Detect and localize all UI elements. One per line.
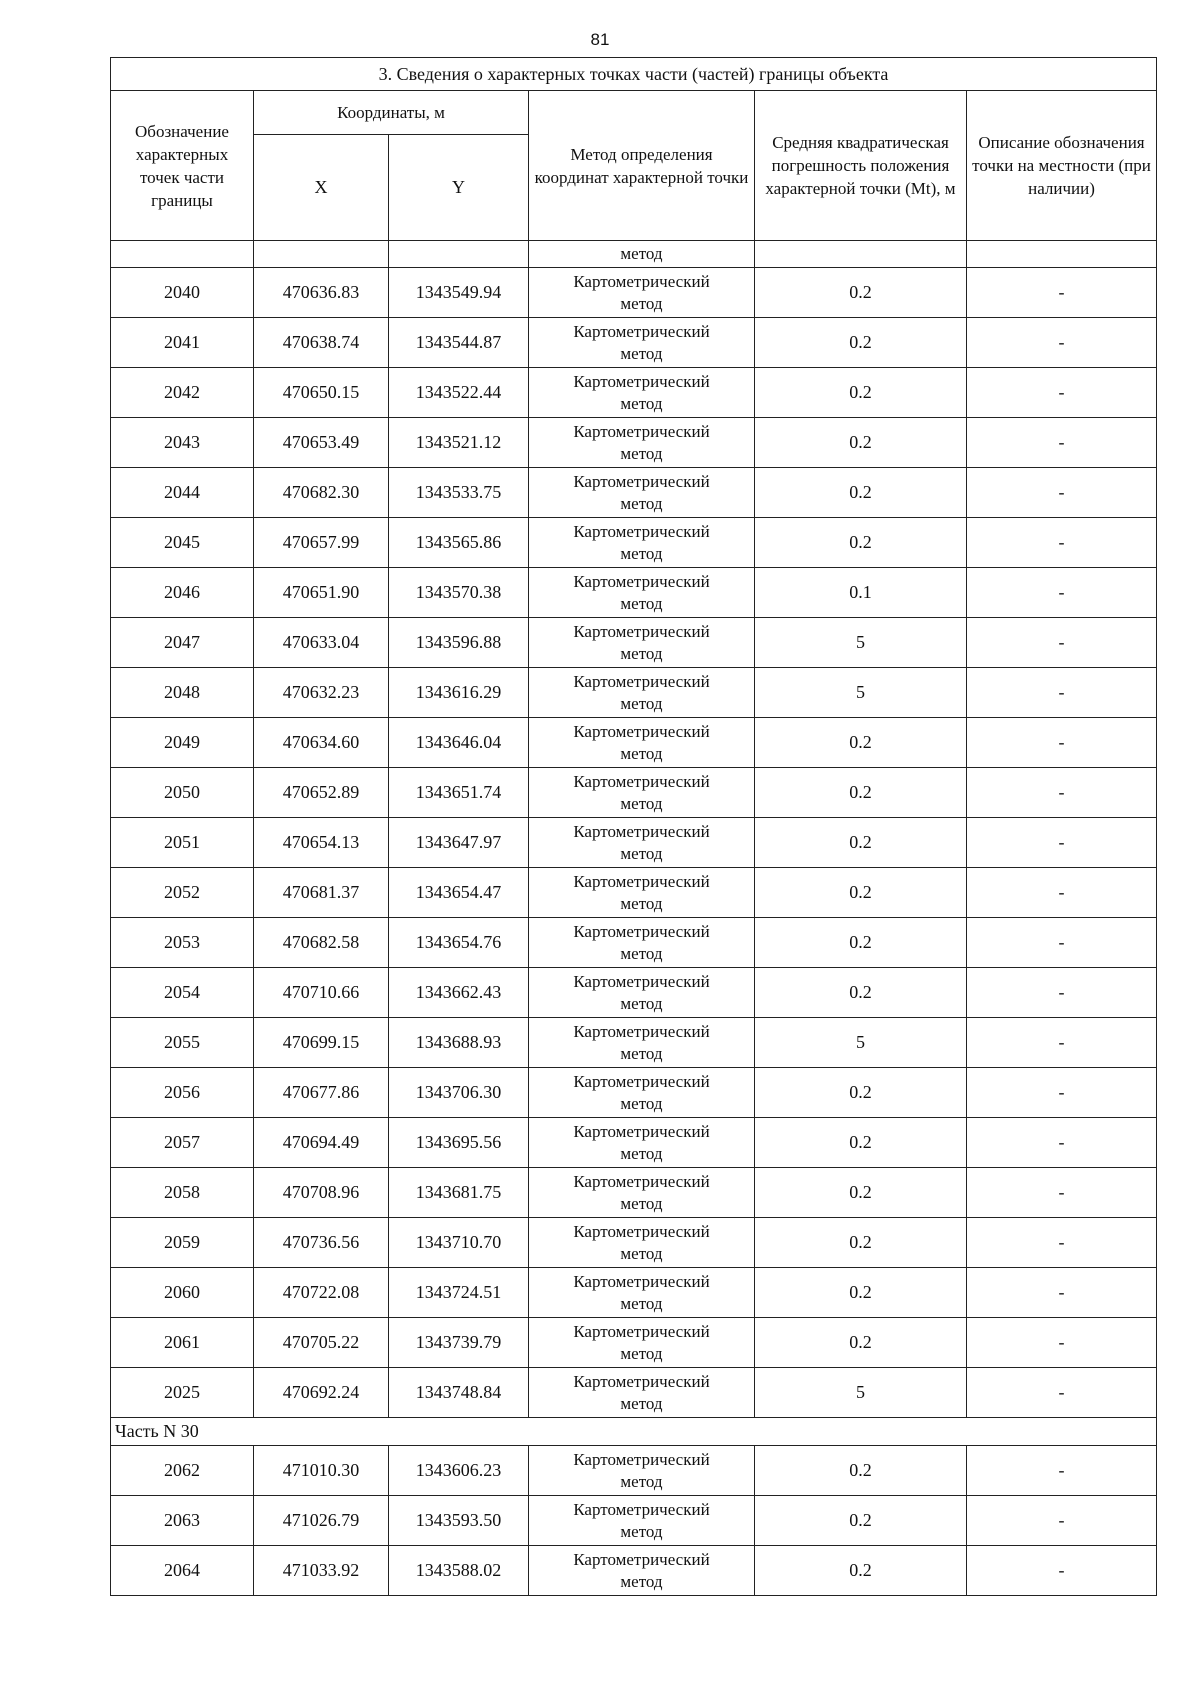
table-row bbox=[111, 1446, 1157, 1496]
accuracy-cell: 0.1 bbox=[755, 568, 967, 618]
point-id-cell: 2063 bbox=[111, 1496, 254, 1546]
method-line: Картометрический bbox=[573, 1121, 710, 1141]
method-line: метод bbox=[620, 1193, 663, 1213]
method-line: Картометрический bbox=[573, 1371, 710, 1391]
method-cell bbox=[529, 718, 755, 768]
description-cell: - bbox=[967, 418, 1157, 468]
description-cell: - bbox=[967, 1496, 1157, 1546]
method-cell bbox=[529, 1168, 755, 1218]
method-line: Картометрический bbox=[573, 671, 710, 691]
table-row bbox=[111, 268, 1157, 318]
method-line: метод bbox=[620, 843, 663, 863]
accuracy-cell: 5 bbox=[755, 1018, 967, 1068]
method-line: Картометрический bbox=[573, 471, 710, 491]
point-id-cell: 2049 bbox=[111, 718, 254, 768]
table-row bbox=[111, 968, 1157, 1018]
y-coordinate-cell: 1343565.86 bbox=[389, 518, 529, 568]
point-id-cell: 2057 bbox=[111, 1118, 254, 1168]
y-coordinate-cell: 1343549.94 bbox=[389, 268, 529, 318]
y-coordinate-cell: 1343695.56 bbox=[389, 1118, 529, 1168]
description-cell: - bbox=[967, 1268, 1157, 1318]
method-cell bbox=[529, 768, 755, 818]
x-coordinate-cell: 470699.15 bbox=[254, 1018, 389, 1068]
method-cell bbox=[529, 1218, 755, 1268]
table-row bbox=[111, 918, 1157, 968]
description-cell: - bbox=[967, 1368, 1157, 1418]
point-id-cell: 2042 bbox=[111, 368, 254, 418]
method-cell bbox=[529, 1368, 755, 1418]
section-title: 3. Сведения о характерных точках части (частей) границы объекта bbox=[111, 58, 1157, 91]
x-coordinate-cell: 470682.30 bbox=[254, 468, 389, 518]
method-line: метод bbox=[620, 1471, 663, 1491]
header-description: Описание обозначения точки на местности (при наличии) bbox=[967, 91, 1157, 241]
description-cell: - bbox=[967, 268, 1157, 318]
description-cell: - bbox=[967, 1446, 1157, 1496]
y-coordinate-cell: 1343522.44 bbox=[389, 368, 529, 418]
table-row bbox=[111, 818, 1157, 868]
y-coordinate-cell: 1343570.38 bbox=[389, 568, 529, 618]
method-line: Картометрический bbox=[573, 1221, 710, 1241]
y-coordinate-cell: 1343654.76 bbox=[389, 918, 529, 968]
method-line: Картометрический bbox=[573, 821, 710, 841]
part-label: Часть N 30 bbox=[111, 1418, 1157, 1446]
point-id-cell: 2054 bbox=[111, 968, 254, 1018]
table-row bbox=[111, 1368, 1157, 1418]
x-coordinate-cell: 470650.15 bbox=[254, 368, 389, 418]
accuracy-cell: 0.2 bbox=[755, 368, 967, 418]
point-id-cell: 2062 bbox=[111, 1446, 254, 1496]
y-coordinate-cell: 1343651.74 bbox=[389, 768, 529, 818]
accuracy-cell: 0.2 bbox=[755, 718, 967, 768]
table-row bbox=[111, 518, 1157, 568]
method-line: Картометрический bbox=[573, 321, 710, 341]
accuracy-cell: 0.2 bbox=[755, 1446, 967, 1496]
method-line: Картометрический bbox=[573, 921, 710, 941]
point-id-cell: 2040 bbox=[111, 268, 254, 318]
accuracy-cell: 0.2 bbox=[755, 518, 967, 568]
point-id-cell: 2053 bbox=[111, 918, 254, 968]
y-coordinate-cell: 1343688.93 bbox=[389, 1018, 529, 1068]
method-line: метод bbox=[620, 1243, 663, 1263]
table-row bbox=[111, 668, 1157, 718]
method-line: Картометрический bbox=[573, 271, 710, 291]
x-coordinate-cell: 470692.24 bbox=[254, 1368, 389, 1418]
method-line: Картометрический bbox=[573, 1271, 710, 1291]
table-row bbox=[111, 1168, 1157, 1218]
method-line: метод bbox=[620, 293, 663, 313]
point-id-cell: 2045 bbox=[111, 518, 254, 568]
y-coordinate-cell: 1343521.12 bbox=[389, 418, 529, 468]
method-cell bbox=[529, 1496, 755, 1546]
method-line: Картометрический bbox=[573, 621, 710, 641]
y-coordinate-cell: 1343647.97 bbox=[389, 818, 529, 868]
table-row bbox=[111, 768, 1157, 818]
table-body bbox=[111, 241, 1157, 1596]
description-cell: - bbox=[967, 1168, 1157, 1218]
x-coordinate-cell: 470677.86 bbox=[254, 1068, 389, 1118]
accuracy-cell: 0.2 bbox=[755, 268, 967, 318]
method-line: метод bbox=[620, 543, 663, 563]
y-coordinate-cell: 1343706.30 bbox=[389, 1068, 529, 1118]
method-cell bbox=[529, 468, 755, 518]
accuracy-cell: 0.2 bbox=[755, 1068, 967, 1118]
description-cell: - bbox=[967, 968, 1157, 1018]
method-cell bbox=[529, 1018, 755, 1068]
y-coordinate-cell: 1343681.75 bbox=[389, 1168, 529, 1218]
x-coordinate-cell: 470736.56 bbox=[254, 1218, 389, 1268]
method-cell bbox=[529, 918, 755, 968]
x-coordinate-cell: 470638.74 bbox=[254, 318, 389, 368]
accuracy-cell: 0.2 bbox=[755, 768, 967, 818]
point-id-cell: 2056 bbox=[111, 1068, 254, 1118]
accuracy-cell: 0.2 bbox=[755, 468, 967, 518]
method-line: метод bbox=[620, 493, 663, 513]
y-coordinate-cell: 1343662.43 bbox=[389, 968, 529, 1018]
method-line: метод bbox=[620, 993, 663, 1013]
description-cell: - bbox=[967, 1018, 1157, 1068]
table-row bbox=[111, 418, 1157, 468]
accuracy-cell: 0.2 bbox=[755, 1118, 967, 1168]
accuracy-cell: 0.2 bbox=[755, 318, 967, 368]
y-coordinate-cell: 1343724.51 bbox=[389, 1268, 529, 1318]
point-id-cell: 2041 bbox=[111, 318, 254, 368]
method-line: метод bbox=[620, 1043, 663, 1063]
x-coordinate-cell: 470634.60 bbox=[254, 718, 389, 768]
method-line: метод bbox=[620, 593, 663, 613]
x-coordinate-cell: 470654.13 bbox=[254, 818, 389, 868]
table-row bbox=[111, 718, 1157, 768]
method-cell bbox=[529, 368, 755, 418]
accuracy-cell: 0.2 bbox=[755, 1496, 967, 1546]
header-coordinates: Координаты, м bbox=[254, 91, 529, 135]
accuracy-cell: 0.2 bbox=[755, 418, 967, 468]
method-line: Картометрический bbox=[573, 1449, 710, 1469]
header-point-designation: Обозначение характерных точек части границы bbox=[111, 91, 254, 241]
x-coordinate-cell: 470681.37 bbox=[254, 868, 389, 918]
method-line: Картометрический bbox=[573, 971, 710, 991]
carry-over-method: метод bbox=[529, 241, 755, 268]
method-cell bbox=[529, 968, 755, 1018]
method-cell bbox=[529, 1118, 755, 1168]
table-row bbox=[111, 1218, 1157, 1268]
x-coordinate-cell: 471026.79 bbox=[254, 1496, 389, 1546]
method-line: метод bbox=[620, 793, 663, 813]
method-line: метод bbox=[620, 643, 663, 663]
method-line: Картометрический bbox=[573, 871, 710, 891]
x-coordinate-cell: 470633.04 bbox=[254, 618, 389, 668]
accuracy-cell: 0.2 bbox=[755, 868, 967, 918]
method-cell bbox=[529, 1268, 755, 1318]
description-cell: - bbox=[967, 918, 1157, 968]
method-cell bbox=[529, 1068, 755, 1118]
point-id-cell: 2044 bbox=[111, 468, 254, 518]
y-coordinate-cell: 1343654.47 bbox=[389, 868, 529, 918]
x-coordinate-cell: 470708.96 bbox=[254, 1168, 389, 1218]
method-line: Картометрический bbox=[573, 1549, 710, 1569]
method-line: метод bbox=[620, 1143, 663, 1163]
point-id-cell: 2060 bbox=[111, 1268, 254, 1318]
description-cell: - bbox=[967, 1068, 1157, 1118]
description-cell: - bbox=[967, 468, 1157, 518]
method-cell bbox=[529, 1446, 755, 1496]
method-line: метод bbox=[620, 393, 663, 413]
method-line: Картометрический bbox=[573, 521, 710, 541]
table-row bbox=[111, 568, 1157, 618]
point-id-cell: 2047 bbox=[111, 618, 254, 668]
x-coordinate-cell: 470705.22 bbox=[254, 1318, 389, 1368]
table-row bbox=[111, 1118, 1157, 1168]
y-coordinate-cell: 1343710.70 bbox=[389, 1218, 529, 1268]
method-cell bbox=[529, 418, 755, 468]
method-cell bbox=[529, 818, 755, 868]
accuracy-cell: 0.2 bbox=[755, 1546, 967, 1596]
point-id-cell: 2046 bbox=[111, 568, 254, 618]
description-cell: - bbox=[967, 668, 1157, 718]
accuracy-cell: 0.2 bbox=[755, 1318, 967, 1368]
description-cell: - bbox=[967, 518, 1157, 568]
header-y: Y bbox=[389, 135, 529, 241]
method-line: метод bbox=[620, 1393, 663, 1413]
x-coordinate-cell: 471010.30 bbox=[254, 1446, 389, 1496]
page-number: 81 bbox=[590, 30, 610, 49]
accuracy-cell: 5 bbox=[755, 668, 967, 718]
x-coordinate-cell: 470682.58 bbox=[254, 918, 389, 968]
description-cell: - bbox=[967, 1546, 1157, 1596]
table-row bbox=[111, 368, 1157, 418]
method-cell bbox=[529, 568, 755, 618]
point-id-cell: 2061 bbox=[111, 1318, 254, 1368]
method-line: метод bbox=[620, 1343, 663, 1363]
y-coordinate-cell: 1343606.23 bbox=[389, 1446, 529, 1496]
x-coordinate-cell: 470632.23 bbox=[254, 668, 389, 718]
description-cell: - bbox=[967, 318, 1157, 368]
method-cell bbox=[529, 618, 755, 668]
method-line: Картометрический bbox=[573, 371, 710, 391]
method-line: метод bbox=[620, 693, 663, 713]
description-cell: - bbox=[967, 718, 1157, 768]
description-cell: - bbox=[967, 1118, 1157, 1168]
table-row bbox=[111, 1546, 1157, 1596]
method-cell bbox=[529, 1318, 755, 1368]
method-cell bbox=[529, 318, 755, 368]
method-line: метод bbox=[620, 893, 663, 913]
method-line: Картометрический bbox=[573, 421, 710, 441]
accuracy-cell: 0.2 bbox=[755, 1218, 967, 1268]
method-line: метод bbox=[620, 443, 663, 463]
accuracy-cell: 0.2 bbox=[755, 968, 967, 1018]
table-row bbox=[111, 618, 1157, 668]
x-coordinate-cell: 470636.83 bbox=[254, 268, 389, 318]
y-coordinate-cell: 1343588.02 bbox=[389, 1546, 529, 1596]
description-cell: - bbox=[967, 568, 1157, 618]
method-line: Картометрический bbox=[573, 1071, 710, 1091]
method-cell bbox=[529, 518, 755, 568]
table-row bbox=[111, 1018, 1157, 1068]
method-line: Картометрический bbox=[573, 571, 710, 591]
point-id-cell: 2059 bbox=[111, 1218, 254, 1268]
accuracy-cell: 0.2 bbox=[755, 918, 967, 968]
description-cell: - bbox=[967, 1218, 1157, 1268]
method-cell bbox=[529, 868, 755, 918]
method-cell bbox=[529, 668, 755, 718]
description-cell: - bbox=[967, 368, 1157, 418]
point-id-cell: 2064 bbox=[111, 1546, 254, 1596]
description-cell: - bbox=[967, 818, 1157, 868]
description-cell: - bbox=[967, 868, 1157, 918]
x-coordinate-cell: 470694.49 bbox=[254, 1118, 389, 1168]
method-line: метод bbox=[620, 943, 663, 963]
x-coordinate-cell: 470710.66 bbox=[254, 968, 389, 1018]
y-coordinate-cell: 1343544.87 bbox=[389, 318, 529, 368]
x-coordinate-cell: 471033.92 bbox=[254, 1546, 389, 1596]
y-coordinate-cell: 1343646.04 bbox=[389, 718, 529, 768]
table-row bbox=[111, 868, 1157, 918]
header-method: Метод определения координат характерной точки bbox=[529, 91, 755, 241]
x-coordinate-cell: 470657.99 bbox=[254, 518, 389, 568]
description-cell: - bbox=[967, 1318, 1157, 1368]
table-row bbox=[111, 1318, 1157, 1368]
x-coordinate-cell: 470722.08 bbox=[254, 1268, 389, 1318]
table-row bbox=[111, 1496, 1157, 1546]
point-id-cell: 2043 bbox=[111, 418, 254, 468]
method-line: метод bbox=[620, 743, 663, 763]
accuracy-cell: 5 bbox=[755, 618, 967, 668]
description-cell: - bbox=[967, 768, 1157, 818]
method-line: Картометрический bbox=[573, 771, 710, 791]
table-row bbox=[111, 468, 1157, 518]
table-row bbox=[111, 318, 1157, 368]
x-coordinate-cell: 470652.89 bbox=[254, 768, 389, 818]
point-id-cell: 2050 bbox=[111, 768, 254, 818]
y-coordinate-cell: 1343739.79 bbox=[389, 1318, 529, 1368]
x-coordinate-cell: 470651.90 bbox=[254, 568, 389, 618]
point-id-cell: 2055 bbox=[111, 1018, 254, 1068]
accuracy-cell: 0.2 bbox=[755, 818, 967, 868]
y-coordinate-cell: 1343596.88 bbox=[389, 618, 529, 668]
header-accuracy: Средняя квадратическая погрешность положения характерной точки (Mt), м bbox=[755, 91, 967, 241]
method-line: метод bbox=[620, 1521, 663, 1541]
point-id-cell: 2025 bbox=[111, 1368, 254, 1418]
table-row bbox=[111, 1068, 1157, 1118]
method-line: Картометрический bbox=[573, 1021, 710, 1041]
x-coordinate-cell: 470653.49 bbox=[254, 418, 389, 468]
y-coordinate-cell: 1343593.50 bbox=[389, 1496, 529, 1546]
accuracy-cell: 0.2 bbox=[755, 1268, 967, 1318]
y-coordinate-cell: 1343533.75 bbox=[389, 468, 529, 518]
method-line: метод bbox=[620, 343, 663, 363]
boundary-points-table bbox=[110, 57, 1157, 1596]
point-id-cell: 2052 bbox=[111, 868, 254, 918]
header-x: X bbox=[254, 135, 389, 241]
description-cell: - bbox=[967, 618, 1157, 668]
method-cell bbox=[529, 268, 755, 318]
table-row bbox=[111, 1268, 1157, 1318]
y-coordinate-cell: 1343616.29 bbox=[389, 668, 529, 718]
point-id-cell: 2051 bbox=[111, 818, 254, 868]
part-label-row bbox=[111, 1418, 1157, 1446]
method-line: Картометрический bbox=[573, 1171, 710, 1191]
method-line: метод bbox=[620, 1571, 663, 1591]
carry-over-row bbox=[111, 241, 1157, 268]
method-line: метод bbox=[620, 1093, 663, 1113]
accuracy-cell: 5 bbox=[755, 1368, 967, 1418]
method-line: Картометрический bbox=[573, 721, 710, 741]
method-line: Картометрический bbox=[573, 1499, 710, 1519]
point-id-cell: 2058 bbox=[111, 1168, 254, 1218]
point-id-cell: 2048 bbox=[111, 668, 254, 718]
accuracy-cell: 0.2 bbox=[755, 1168, 967, 1218]
method-line: метод bbox=[620, 1293, 663, 1313]
y-coordinate-cell: 1343748.84 bbox=[389, 1368, 529, 1418]
method-line: Картометрический bbox=[573, 1321, 710, 1341]
method-cell bbox=[529, 1546, 755, 1596]
